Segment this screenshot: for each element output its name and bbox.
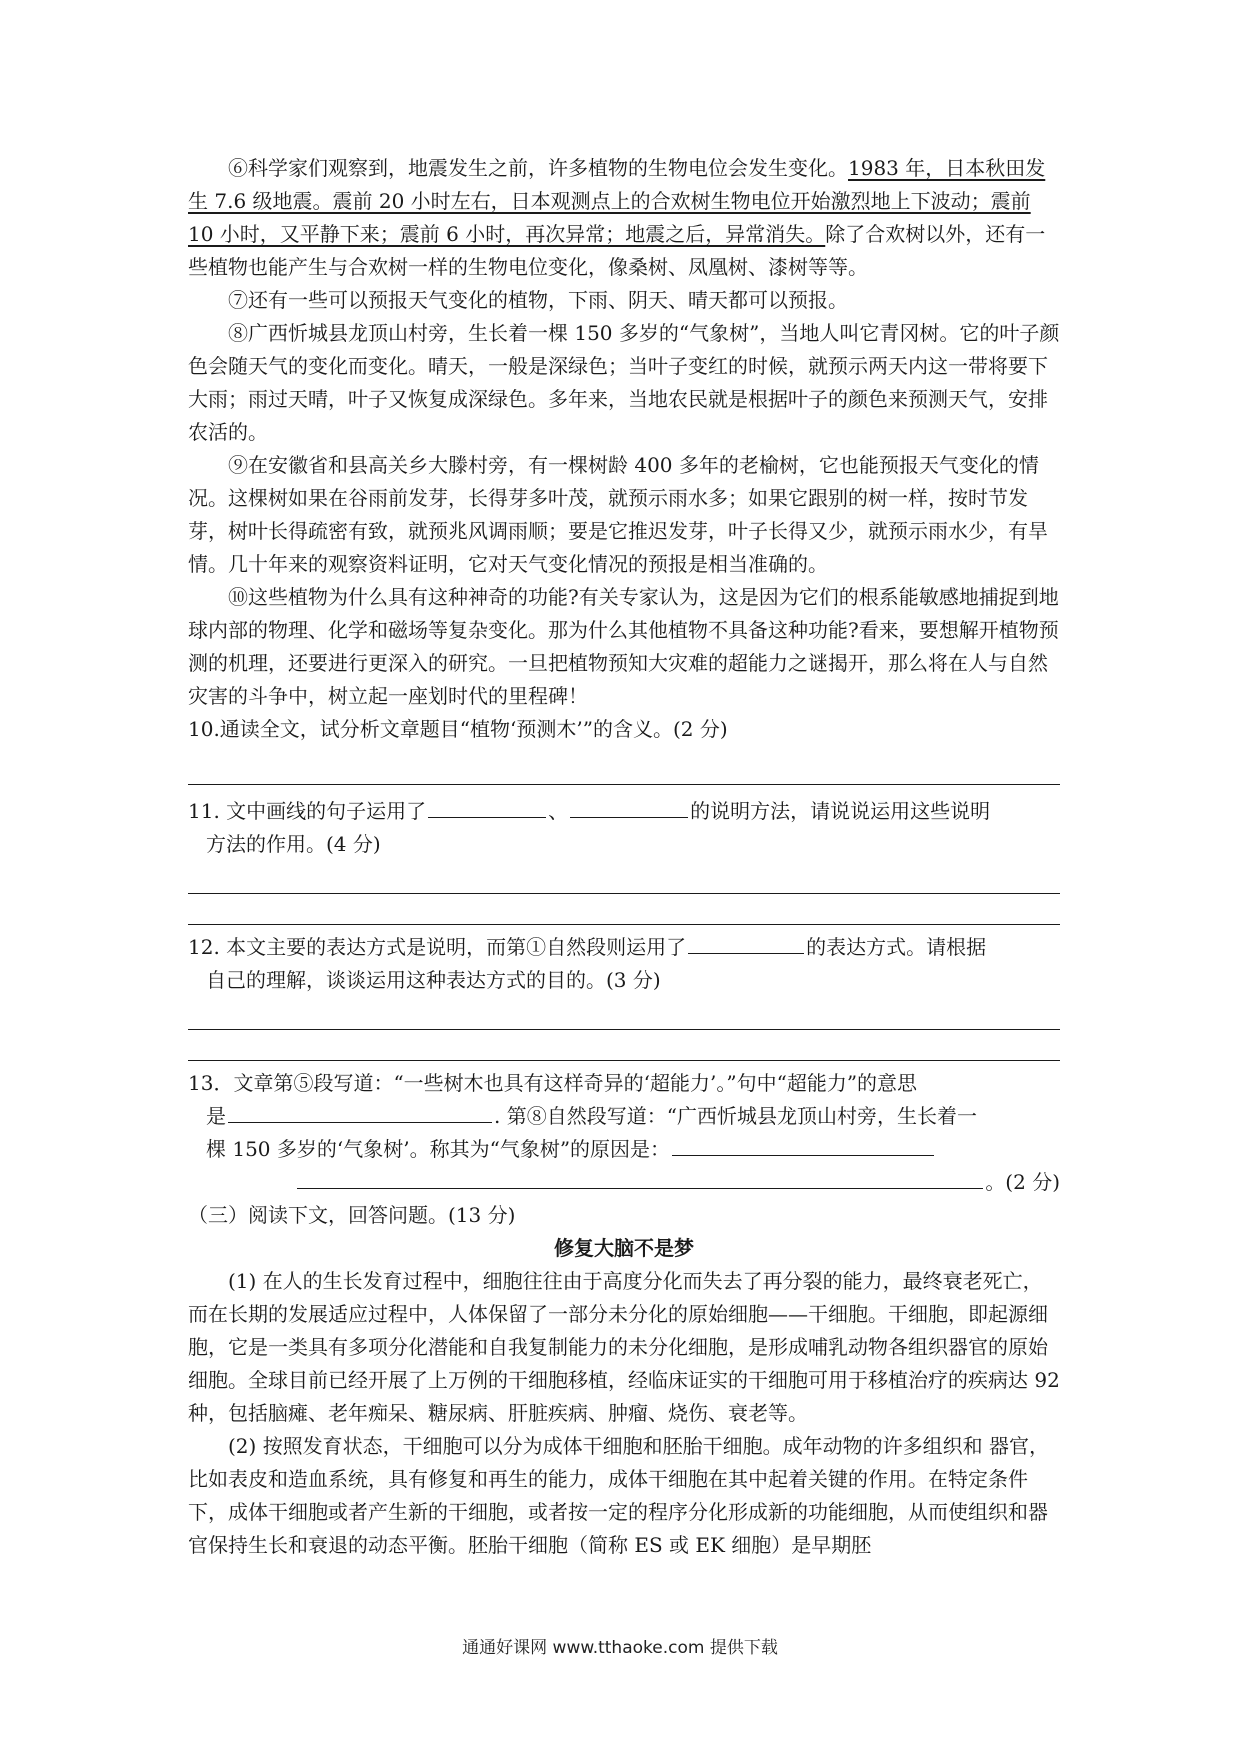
question-13: 13．文章第⑤段写道：“一些树木也具有这样奇异的‘超能力’。”句中“超能力”的意思 — [188, 1071, 918, 1095]
question-11 — [188, 795, 1060, 828]
answer-blank[interactable] — [228, 1100, 492, 1123]
paragraph-8: ⑧广西忻城县龙顶山村旁，生长着一棵 150 多岁的“气象树”，当地人叫它青冈树。它的叶子颜色会随天气的变化而变化。晴天，一般是深绿色；当叶子变红的时候，就预示两天内这一带将要下大雨；雨过天晴，叶子又恢复成深绿色。多年来，当地农民就是根据叶子的颜色来预测天气，安排农活的。 — [188, 321, 1060, 444]
answer-line[interactable] — [188, 924, 1060, 925]
paragraph-9: ⑨在安徽省和县高关乡大滕村旁，有一棵树龄 400 多年的老榆树，它也能预报天气变化的情况。这棵树如果在谷雨前发芽，长得芽多叶茂，就预示雨水多；如果它跟别的树一样，按时节发芽，树叶长得疏密有致，就预兆风调雨顺；要是它推迟发芽，叶子长得又少，就预示雨水少，有旱情。几十年来的观察资料证明，它对天气变化情况的预报是相当准确的。 — [188, 453, 1048, 576]
question-13-text-3: 棵 150 多岁的‘气象树’。称其为“气象树”的原因是： — [206, 1137, 671, 1161]
question-13-line-4 — [188, 1166, 1060, 1199]
question-13-text: 是 — [206, 1104, 226, 1128]
question-13-line-2 — [188, 1100, 1060, 1133]
paragraph-7: ⑦还有一些可以预报天气变化的植物，下雨、阴天、晴天都可以预报。 — [228, 288, 848, 312]
answer-blank[interactable] — [688, 931, 804, 954]
paragraph-6-text: ⑥科学家们观察到，地震发生之前，许多植物的生物电位会发生变化。 — [228, 156, 848, 180]
paragraph-10: ⑩这些植物为什么具有这种神奇的功能?有关专家认为，这是因为它们的根系能敏感地捕捉到地球内部的物理、化学和磁场等复杂变化。那为什么其他植物不具备这种功能?看来，要想解开植物预测的机理，还要进行更深入的研究。一旦把植物预知大灾难的超能力之谜揭开，那么将在人与自然灾害的斗争中，树立起一座划时代的里程碑！ — [188, 585, 1059, 708]
question-12-continuation: 自己的理解，谈谈运用这种表达方式的目的。(3 分) — [206, 968, 661, 992]
question-11-separator: 、 — [548, 799, 569, 823]
question-13-line-3 — [188, 1133, 1060, 1166]
article-title: 修复大脑不是梦 — [554, 1236, 694, 1260]
underlined-sentence: 1983 年，日本秋田发生 7.6 级地震。震前 20 小时左右，日本观测点上的合欢树生物电位开始激烈地上下波动；震前 10 小时，又平静下来；震前 6 小时，再次异常；地震之后，异常消失。 — [188, 156, 1046, 246]
article-paragraph-2: (2) 按照发育状态，干细胞可以分为成体干细胞和胚胎干细胞。成年动物的许多组织和 器官，比如表皮和造血系统，具有修复和再生的能力，成体干细胞在其中起着关键的作用。在特定条件下，成体干细胞或者产生新的干细胞，或者按一定的程序分化形成新的功能细胞，从而使组织和器官保持生长和衰退的动态平衡。胚胎干细胞（简称 ES 或 EK 细胞）是早期胚 — [188, 1434, 1050, 1557]
question-12-text-2: 的表达方式。请根据 — [806, 935, 987, 959]
question-11-text-2: 的说明方法，请说说运用这些说明 — [690, 799, 991, 823]
document-content — [188, 152, 1060, 1562]
question-10: 10.通读全文，试分析文章题目“植物‘预测木’”的含义。(2 分) — [188, 717, 728, 741]
section-heading: （三）阅读下文，回答问题。(13 分) — [188, 1203, 516, 1227]
paragraph-6 — [188, 152, 1060, 284]
answer-blank[interactable] — [428, 795, 546, 818]
question-13-text-2: . 第⑧自然段写道：“广西忻城县龙顶山村旁，生长着一 — [494, 1104, 977, 1128]
article-paragraph-1: (1) 在人的生长发育过程中，细胞往往由于高度分化而失去了再分裂的能力，最终衰老死亡，而在长期的发展适应过程中，人体保留了一部分未分化的原始细胞——干细胞。干细胞，即起源细胞，它是一类具有多项分化潜能和自我复制能力的未分化细胞，是形成哺乳动物各组织器官的原始细胞。全球目前已经开展了上万例的干细胞移植，经临床证实的干细胞可用于移植治疗的疾病达 92 种，包括脑瘫、老年痴呆、糖尿病、肝脏疾病、肿瘤、烧伤、衰老等。 — [188, 1269, 1060, 1425]
answer-blank[interactable] — [570, 795, 688, 818]
question-12-text: 12. 本文主要的表达方式是说明，而第①自然段则运用了 — [188, 935, 687, 959]
question-12 — [188, 931, 1060, 964]
paragraph-6-rest: 除了合欢树以外，还有一些植物也能产生与合欢树一样的生物电位变化，像桑树、凤凰树、漆树等等。 — [188, 222, 1046, 279]
answer-line[interactable] — [188, 1029, 1060, 1030]
page-footer: 通通好课网 www.tthaoke.com 提供下载 — [462, 1638, 778, 1658]
question-13-end: 。(2 分) — [985, 1170, 1060, 1194]
answer-line[interactable] — [188, 1060, 1060, 1061]
answer-line[interactable] — [188, 893, 1060, 894]
question-11-text: 11. 文中画线的句子运用了 — [188, 799, 427, 823]
question-11-continuation: 方法的作用。(4 分) — [206, 832, 381, 856]
answer-blank[interactable] — [297, 1166, 983, 1189]
answer-blank[interactable] — [672, 1133, 934, 1156]
answer-line[interactable] — [188, 784, 1060, 785]
